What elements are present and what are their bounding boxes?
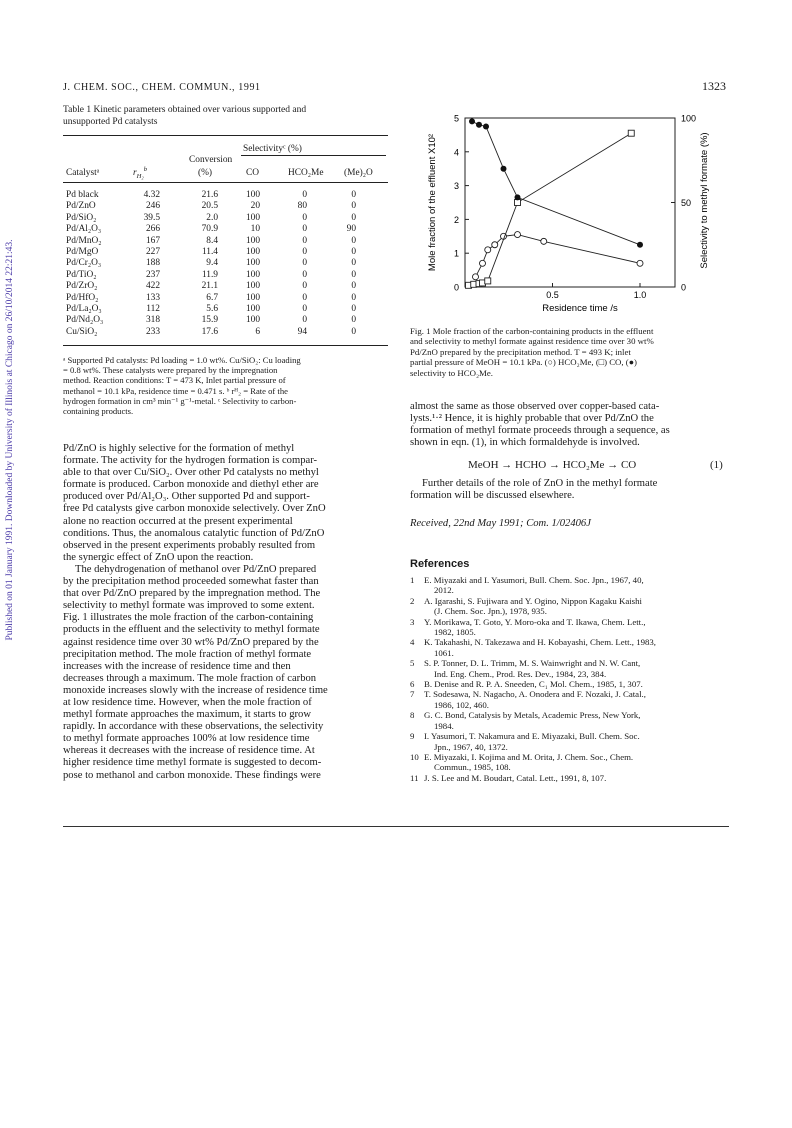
table-cell-cat: Cu/SiO₂ (66, 326, 98, 337)
table-cell-me: 0 (351, 315, 356, 326)
table-cell-conv: 6.7 (206, 292, 218, 303)
body-line: formation will be discussed elsewhere. (410, 490, 575, 502)
reference-item (410, 752, 730, 773)
reference-item (410, 637, 730, 658)
table-cell-hco: 0 (302, 281, 307, 292)
reference-text: J. S. Lee and M. Boudart, Catal. Lett., 1991, 8, 107. (424, 772, 607, 783)
references-list (410, 575, 730, 783)
body-line: decreases through a maximum. The mole fraction of carbon (63, 672, 317, 684)
table-cell-conv: 20.5 (201, 201, 218, 212)
table-cell-hco: 0 (302, 258, 307, 269)
reference-number: 1 (410, 575, 415, 585)
x-tick-label: 0.5 (546, 290, 559, 300)
rh2-sub: H₂ (136, 172, 144, 180)
reference-text: 1984. (434, 720, 454, 731)
reference-number: 6 (410, 679, 415, 690)
table-cell-r: 318 (145, 315, 160, 326)
left-tick-label: 0 (453, 282, 459, 293)
reference-text: Commun., 1985, 108. (434, 762, 511, 773)
reference-number: 5 (410, 658, 415, 669)
data-point-hco2me (480, 260, 486, 266)
data-point-selectivity (483, 123, 489, 129)
table-cell-hco: 0 (302, 190, 307, 200)
reference-text: 1982, 1805. (434, 627, 476, 638)
body-line: against residence time over 30 wt% Pd/ZnO prepared by the (63, 636, 319, 648)
left-tick-label: 5 (453, 113, 459, 124)
table-cell-co: 100 (245, 190, 260, 200)
table-cell-hco: 0 (302, 212, 307, 223)
reference-text: Y. Morikawa, T. Goto, Y. Moro-oka and T. Ikawa, Chem. Lett., (424, 616, 646, 627)
table-cell-co: 100 (245, 258, 260, 269)
body-line: able to that over Cu/SiO₂. Over other Pd catalysts no methyl (63, 467, 319, 479)
equation: MeOH → HCHO → HCO₂Me → CO (468, 459, 637, 471)
body-line: methyl formate approaches the maximum, it starts to grow (63, 709, 312, 721)
body-line: Further details of the role of ZnO in the methyl formate (422, 478, 658, 489)
download-watermark (2, 200, 18, 680)
reference-number: 4 (410, 637, 415, 648)
body-line: pose to methanol and carbon monoxide. These findings were (63, 769, 321, 781)
table-title-line: Table 1 Kinetic parameters obtained over various supported and (63, 105, 307, 115)
table-cell-conv: 70.9 (201, 224, 218, 235)
table-cell-me: 0 (351, 247, 356, 257)
table-cell-conv: 11.4 (201, 247, 218, 257)
reference-text: E. Miyazaki and I. Yasumori, Bull. Chem. Soc. Jpn., 1967, 40, (424, 575, 644, 585)
table-cell-cat: Pd/La₂O₃ (66, 304, 102, 314)
x-axis-label: Residence time /s (542, 303, 618, 314)
reference-item (410, 773, 730, 783)
reference-text: (J. Chem. Soc. Jpn.), 1978, 935. (434, 606, 547, 617)
table-cell-conv: 11.9 (201, 269, 218, 280)
reference-item (410, 679, 730, 689)
table-cell-r: 167 (145, 235, 160, 246)
table-top-rule (63, 135, 388, 136)
reference-text: B. Denise and R. P. A. Sneeden, C₁ Mol. Chem., 1985, 1, 307. (424, 679, 643, 690)
table-cell-cat: Pd/Al₂O₃ (66, 224, 102, 235)
journal-header: J. CHEM. SOC., CHEM. COMMUN., 1991 (63, 82, 261, 93)
reference-number: 2 (410, 595, 415, 606)
table-cell-me: 0 (351, 292, 356, 303)
table-cell-hco: 0 (302, 235, 307, 246)
body-line: almost the same as those observed over copper-based cata- (410, 401, 660, 412)
body-line: by the precipitation method proceeded somewhat faster than (63, 576, 319, 588)
table-cell-me: 0 (351, 326, 356, 337)
table-cell-conv: 15.9 (201, 315, 218, 326)
body-line: lysts.¹·² Hence, it is highly probable that over Pd/ZnO the (410, 413, 654, 425)
footnote-line: containing products. (63, 406, 134, 417)
reference-number: 9 (410, 731, 415, 742)
reference-text: 1061. (434, 647, 454, 658)
table-bottom-rule (63, 345, 388, 346)
table-cell-co: 100 (245, 247, 260, 257)
body-line: observed in the present experiments probably resulted from (63, 539, 316, 551)
further-text (410, 478, 728, 502)
body-line: the synergic effect of ZnO upon the reaction. (63, 551, 254, 563)
table-cell-hco: 0 (302, 269, 307, 280)
table-cell-co: 10 (250, 224, 260, 235)
table-cell-hco: 80 (297, 201, 307, 212)
data-point-hco2me (473, 274, 479, 280)
table-cell-hco: 0 (302, 224, 307, 235)
table-cell-hco: 0 (302, 304, 307, 314)
table-cell-co: 100 (245, 212, 260, 223)
footnote-line: ᵃ Supported Pd catalysts: Pd loading = 1.0 wt%. Cu/SiO₂: Cu loading (63, 355, 301, 365)
table-cell-hco: 0 (302, 315, 307, 326)
header-conv-unit: (%) (198, 168, 213, 178)
reference-text: S. P. Tonner, D. L. Trimm, M. S. Wainwright and N. W. Cant, (424, 658, 641, 669)
table-cell-co: 100 (245, 281, 260, 292)
rh2-sup: b (143, 165, 147, 173)
table-cell-conv: 5.6 (206, 304, 218, 314)
body-line: Fig. 1 illustrates the mole fraction of the carbon-containing (63, 612, 314, 624)
footnote-line: methanol = 10.1 kPa, residence time = 0.471 s. ᵇ rᴴ₂ = Rate of the (63, 385, 288, 396)
header-co: CO (246, 168, 260, 178)
data-point-co (628, 130, 634, 136)
body-line: whereas it decreases with the increase of residence time. At (63, 745, 315, 757)
table-cell-cat: Pd/MnO₂ (66, 235, 102, 246)
table-cell-hco: 0 (302, 247, 307, 257)
body-line: The dehydrogenation of methanol over Pd/ZnO prepared (75, 563, 317, 575)
table-cell-cat: Pd/Cr₂O₃ (66, 258, 102, 269)
table-cell-hco: 94 (297, 326, 307, 337)
table-header-rule (63, 182, 388, 183)
table-cell-r: 246 (145, 201, 160, 212)
equation-number: (1) (710, 459, 723, 471)
header-selectivity: Selectivityᶜ (%) (243, 144, 302, 154)
body-line: at low residence time. However, when the mole fraction of (63, 696, 312, 708)
reference-item (410, 689, 730, 710)
left-body-text (63, 443, 389, 782)
header-conversion: Conversion (189, 155, 233, 165)
body-line: conditions. Thus, the anomalous catalytic function of Pd/ZnO (63, 527, 325, 539)
body-line: Pd/ZnO is highly selective for the formation of methyl (63, 443, 295, 454)
footnote-line: method. Reaction conditions: T = 473 K, Inlet partial pressure of (63, 375, 286, 386)
table-cell-cat: Pd/Nd₂O₃ (66, 315, 104, 326)
header-hco2me: HCO₂Me (288, 168, 324, 178)
reference-number: 7 (410, 689, 415, 700)
table-cell-r: 233 (145, 326, 160, 337)
footnote-line: = 0.8 wt%. These catalysts were prepared by the impregnation (63, 365, 278, 376)
data-point-hco2me (485, 247, 491, 253)
data-point-selectivity (469, 118, 475, 124)
data-point-hco2me (492, 242, 498, 248)
table-cell-co: 100 (245, 304, 260, 314)
table-cell-me: 0 (351, 201, 356, 212)
rh2-symbol: r (133, 168, 137, 178)
right-tick-label: 50 (681, 198, 692, 208)
reference-item (410, 596, 730, 617)
body-line: alone no reaction occurred at the present experimental (63, 515, 293, 527)
caption-line: Fig. 1 Mole fraction of the carbon-containing products in the effluent (410, 326, 654, 336)
reference-text: I. Yasumori, T. Nakamura and E. Miyazaki, Bull. Chem. Soc. (424, 731, 640, 742)
table-cell-cat: Pd/ZnO (66, 201, 96, 212)
data-point-selectivity (637, 242, 643, 248)
table-title (63, 105, 388, 128)
table-cell-hco: 0 (302, 292, 307, 303)
body-line: higher residence time methyl formate is suggested to decom- (63, 757, 322, 769)
right-body-text (410, 401, 728, 449)
reference-number: 3 (410, 616, 415, 627)
table-cell-co: 100 (245, 292, 260, 303)
footnote-line: hydrogen formation in cm³ min⁻¹ g⁻¹-metal. ᶜ Selectivity to carbon- (63, 395, 297, 406)
data-point-selectivity (476, 122, 482, 128)
series-line (476, 235, 641, 277)
table-cell-r: 237 (145, 269, 160, 280)
body-line: increases with the increase of residence time and then (63, 660, 291, 672)
reference-text: 2012. (434, 585, 454, 596)
reference-text: Jpn., 1967, 40, 1372. (434, 741, 508, 752)
table-cell-me: 0 (351, 304, 356, 314)
body-line: selectivity to methyl formate was improved to some extent. (63, 600, 315, 612)
table-cell-conv: 2.0 (206, 212, 218, 223)
table-cell-conv: 17.6 (201, 326, 218, 337)
table-cell-co: 100 (245, 235, 260, 246)
reference-number: 8 (410, 710, 415, 721)
table-cell-r: 133 (145, 292, 160, 303)
table-cell-co: 100 (245, 269, 260, 280)
table-cell-me: 0 (351, 235, 356, 246)
body-line: precipitation method. The mole fraction of methyl formate (63, 648, 312, 660)
caption-line: Pd/ZnO prepared by the precipitation method. T = 493 K; inlet (410, 346, 631, 357)
selectivity-rule (241, 155, 386, 156)
table-cell-co: 20 (250, 201, 260, 212)
reference-item (410, 710, 730, 731)
series-line (472, 121, 640, 244)
table-cell-me: 0 (351, 190, 356, 200)
header-catalyst: Catalystᵃ (66, 168, 100, 178)
table-footnote (63, 355, 389, 416)
reference-number: 10 (410, 751, 419, 762)
figure-1-chart (405, 106, 725, 316)
table-cell-r: 39.5 (143, 212, 160, 223)
reference-text: T. Sodesawa, N. Nagacho, A. Onodera and F. Nozaki, J. Catal., (424, 689, 646, 700)
right-tick-label: 100 (681, 113, 697, 124)
table-cell-conv: 9.4 (206, 258, 218, 269)
right-tick-label: 0 (681, 282, 687, 293)
reference-text: Ind. Eng. Chem., Prod. Res. Dev., 1984, 23, 384. (434, 668, 607, 679)
header-me2o: (Me)₂O (344, 168, 373, 178)
body-line: rapidly. In accordance with these observations, the selectivity (63, 721, 324, 733)
table-cell-conv: 8.4 (206, 235, 218, 246)
x-tick-label: 1.0 (633, 290, 647, 300)
reference-number: 11 (410, 772, 419, 783)
data-point-hco2me (515, 232, 521, 238)
table-cell-r: 227 (145, 247, 160, 257)
body-line: that over Pd/ZnO prepared by the impregnation method. The (63, 588, 321, 600)
table-cell-co: 6 (255, 326, 260, 337)
header-rh2 (133, 165, 147, 180)
table-cell-conv: 21.1 (201, 281, 218, 292)
table-cell-co: 100 (245, 315, 260, 326)
table-cell-cat: Pd/HfO₂ (66, 292, 99, 303)
body-line: produced over Pd/Al₂O₃. Other supported Pd and support- (63, 491, 310, 503)
reference-item (410, 575, 730, 596)
data-point-hco2me (637, 260, 643, 266)
table-cell-cat: Pd/ZrO₂ (66, 281, 98, 292)
body-line: monoxide increases slowly with the increase of residence time (63, 684, 328, 696)
body-line: formate is produced. Carbon monoxide and diethyl ether are (63, 479, 319, 491)
data-point-co (485, 278, 491, 284)
table-cell-cat: Pd/SiO₂ (66, 212, 97, 223)
caption-line: selectivity to HCO₂Me. (410, 367, 493, 378)
reference-text: G. C. Bond, Catalysis by Metals, Academic Press, New York, (424, 710, 641, 721)
series-line (469, 133, 632, 285)
table-cell-r: 266 (145, 224, 160, 235)
references-heading: References (410, 558, 470, 570)
table-cell-r: 4.32 (143, 190, 160, 200)
page-bottom-rule (63, 826, 729, 827)
body-line: products in the effluent and the selectivity to methyl formate (63, 624, 320, 636)
watermark-text: Published on 01 January 1991. Downloaded by University of Illinois at Chicago on 26/10/2014 22:21:43. (5, 239, 15, 641)
body-line: to methyl formate approaches 100% at low residence time (63, 733, 310, 745)
caption-line: and selectivity to methyl formate against residence time over 30 wt% (410, 336, 654, 347)
reference-item (410, 731, 730, 752)
caption-line: partial pressure of MeOH = 10.1 kPa. (○) HCO₂Me, (□) CO, (●) (410, 357, 637, 368)
y-axis-label-right: Selectivity to methyl formate (%) (699, 132, 710, 269)
table-cell-me: 0 (351, 212, 356, 223)
received-line: Received, 22nd May 1991; Com. 1/02406J (410, 518, 591, 529)
left-tick-label: 2 (453, 214, 459, 225)
table-cell-me: 0 (351, 281, 356, 292)
body-line: formation of methyl formate proceeds through a sequence, as (410, 425, 670, 437)
data-point-selectivity (515, 194, 521, 200)
table-cell-conv: 21.6 (201, 190, 218, 200)
table-cell-me: 0 (351, 258, 356, 269)
reference-item (410, 617, 730, 638)
data-point-selectivity (501, 166, 507, 172)
table-cell-me: 90 (346, 224, 356, 235)
table-cell-r: 188 (145, 258, 160, 269)
plot-frame (465, 118, 675, 287)
body-line: shown in eqn. (1), in which formaldehyde is involved. (410, 437, 640, 449)
left-tick-label: 4 (453, 147, 459, 158)
reference-text: K. Takahashi, N. Takezawa and H. Kobayashi, Chem. Lett., 1983, (424, 637, 656, 648)
table-cell-cat: Pd/MgO (66, 247, 99, 257)
reference-item (410, 658, 730, 679)
reference-text: A. Igarashi, S. Fujiwara and Y. Ogino, Nippon Kagaku Kaishi (424, 595, 642, 606)
table-cell-r: 422 (145, 281, 160, 292)
left-tick-label: 3 (453, 181, 459, 192)
data-point-hco2me (541, 238, 547, 244)
table-title-line: unsupported Pd catalysts (63, 116, 158, 127)
table-cell-cat: Pd black (66, 190, 99, 200)
reference-text: 1986, 102, 460. (434, 699, 489, 710)
body-line: formate. The activity for the hydrogen formation is compar- (63, 455, 318, 467)
y-axis-label-left: Mole fraction of the effluent X10² (427, 133, 438, 272)
page-number: 1323 (702, 79, 726, 93)
body-line: free Pd catalysts give carbon monoxide selectively. Over ZnO (63, 503, 326, 515)
reference-text: E. Miyazaki, I. Kojima and M. Orita, J. Chem. Soc., Chem. (424, 751, 634, 762)
table-cell-r: 112 (146, 304, 160, 314)
figure-caption (410, 326, 728, 378)
table-cell-me: 0 (351, 269, 356, 280)
left-tick-label: 1 (453, 248, 459, 259)
table-cell-cat: Pd/TiO₂ (66, 269, 97, 280)
